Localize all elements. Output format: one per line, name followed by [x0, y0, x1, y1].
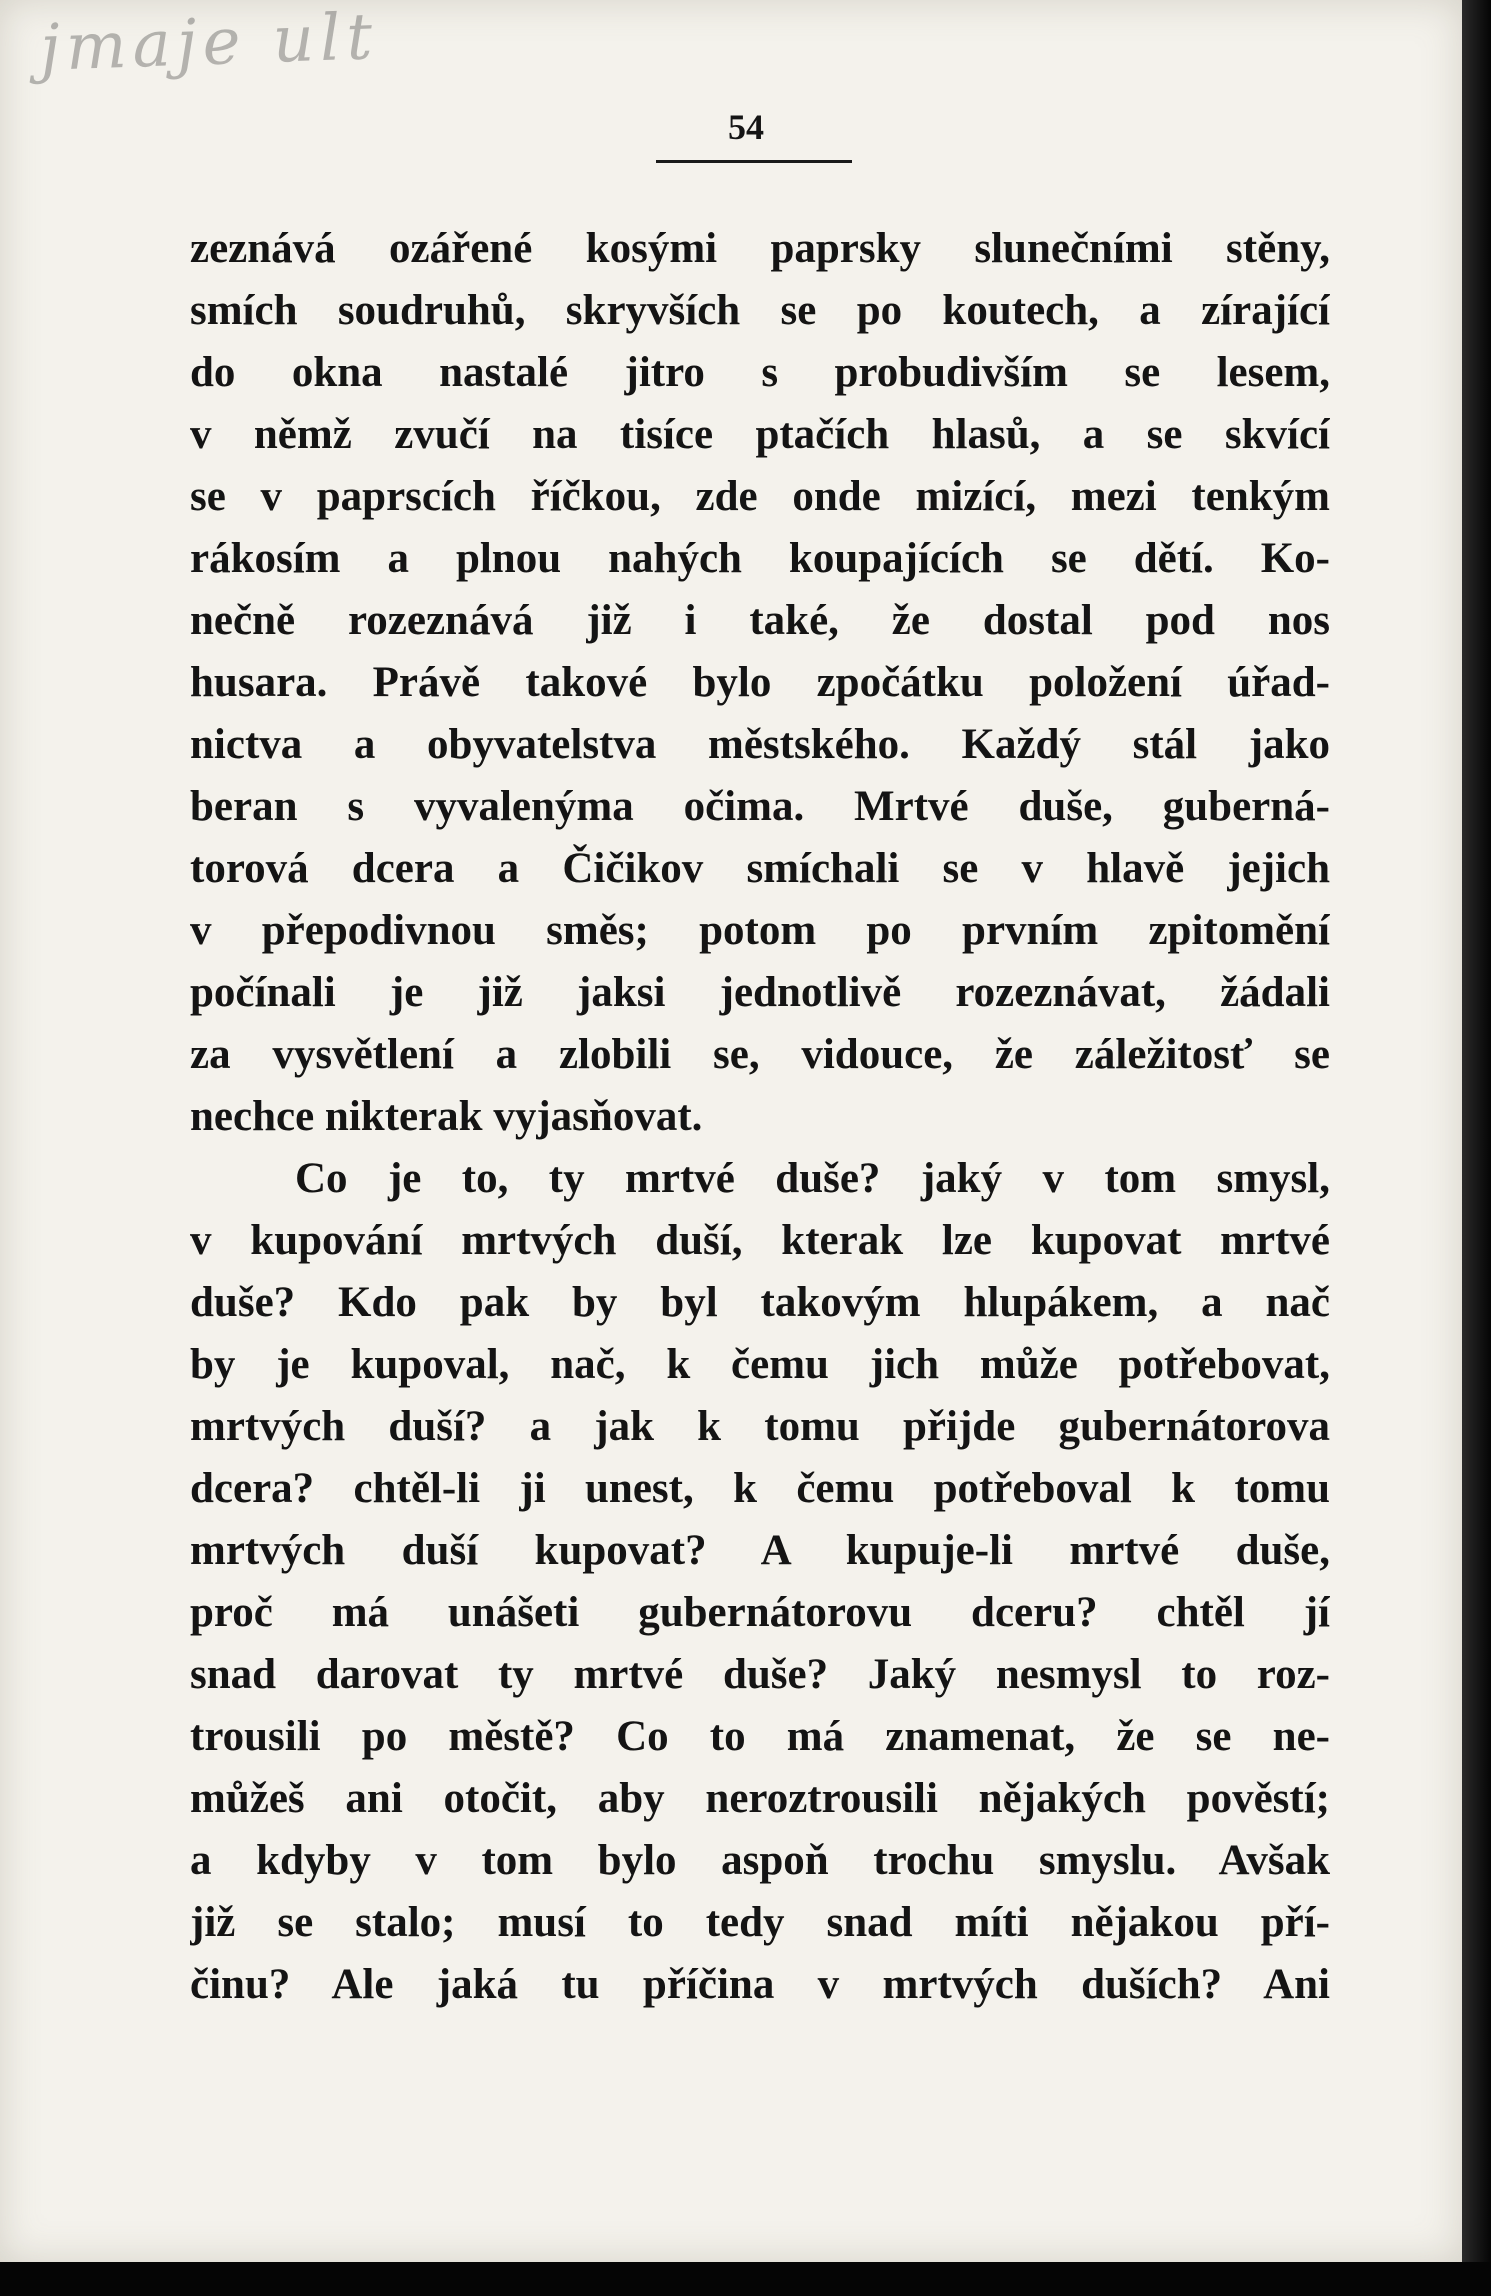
text-line: duše? Kdo pak by byl takovým hlupákem, a nač	[190, 1279, 1330, 1326]
text-line: mrtvých duší? a jak k tomu přijde gubernátorova	[190, 1403, 1330, 1450]
text-line: rákosím a plnou nahých koupajících se dětí. Ko-	[190, 535, 1330, 582]
body-text	[190, 218, 1330, 2016]
scan-bottom-edge	[0, 2262, 1491, 2296]
text-line: snad darovat ty mrtvé duše? Jaký nesmysl to roz-	[190, 1651, 1330, 1698]
text-line: činu? Ale jaká tu příčina v mrtvých duších? Ani	[190, 1961, 1330, 2008]
text-line: mrtvých duší kupovat? A kupuje-li mrtvé duše,	[190, 1527, 1330, 1574]
text-line: torová dcera a Čičikov smíchali se v hlavě jejich	[190, 845, 1330, 892]
text-line: dcera? chtěl-li ji unest, k čemu potřeboval k tomu	[190, 1465, 1330, 1512]
text-line: nictva a obyvatelstva městského. Každý stál jako	[190, 721, 1330, 768]
text-line: do okna nastalé jitro s probudivším se lesem,	[190, 349, 1330, 396]
text-line: nechce nikterak vyjasňovat.	[190, 1093, 703, 1140]
book-binding-edge	[1462, 0, 1491, 2296]
text-line: můžeš ani otočit, aby neroztrousili nějakých pověstí;	[190, 1775, 1330, 1822]
text-line: trousili po městě? Co to má znamenat, že se ne-	[190, 1713, 1330, 1760]
text-line: smích soudruhů, skryvších se po koutech, a zírající	[190, 287, 1330, 334]
text-line: se v paprscích říčkou, zde onde mizící, mezi tenkým	[190, 473, 1330, 520]
text-line: nečně rozeznává již i také, že dostal pod nos	[190, 597, 1330, 644]
text-line: husara. Právě takové bylo zpočátku položení úřad-	[190, 659, 1330, 706]
page-number-rule	[656, 160, 852, 163]
text-line: v přepodivnou směs; potom po prvním zpitomění	[190, 907, 1330, 954]
text-line: by je kupoval, nač, k čemu jich může potřebovat,	[190, 1341, 1330, 1388]
text-line: a kdyby v tom bylo aspoň trochu smyslu. Avšak	[190, 1837, 1330, 1884]
page-number: 54	[728, 107, 764, 147]
text-line: Co je to, ty mrtvé duše? jaký v tom smysl,	[295, 1155, 1330, 1202]
text-line: již se stalo; musí to tedy snad míti nějakou pří-	[190, 1899, 1330, 1946]
text-line: zeznává ozářené kosými paprsky slunečními stěny,	[190, 225, 1330, 272]
text-line: beran s vyvalenýma očima. Mrtvé duše, guberná-	[190, 783, 1330, 830]
text-line: proč má unášeti gubernátorovu dceru? chtěl jí	[190, 1589, 1330, 1636]
text-line: v němž zvučí na tisíce ptačích hlasů, a se skvící	[190, 411, 1330, 458]
pencil-annotation: jmaje ult	[38, 0, 380, 86]
text-line: počínali je již jaksi jednotlivě rozeznávat, žádali	[190, 969, 1330, 1016]
text-line: za vysvětlení a zlobili se, vidouce, že záležitosť se	[190, 1031, 1330, 1078]
text-line: v kupování mrtvých duší, kterak lze kupovat mrtvé	[190, 1217, 1330, 1264]
